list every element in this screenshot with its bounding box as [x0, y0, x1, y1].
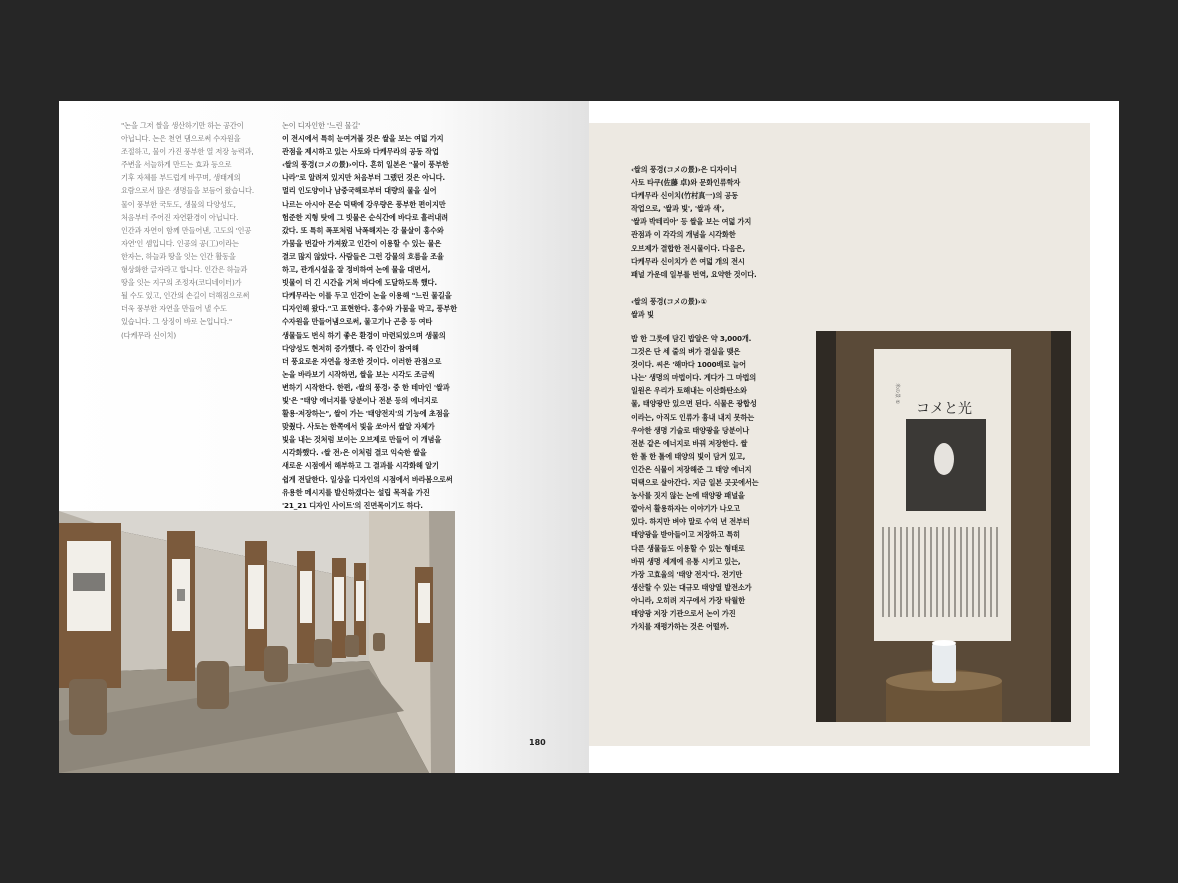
intro-line: 다케무라 신이치가 쓴 여덟 개의 전시 — [631, 256, 745, 266]
quote-block — [121, 119, 263, 342]
body-line: 것이다. 씨은 '해마다 1000배로 늘어 — [631, 360, 746, 370]
intro-line: 사토 타쿠(佐藤 卓)와 문화인류학자 — [631, 178, 741, 188]
quote-line: 있습니다. 그 상징이 바로 논입니다." — [121, 317, 233, 327]
article-line: 유용한 메시지를 발신하겠다는 설립 목적을 가진 — [282, 487, 430, 497]
subheading — [631, 295, 811, 321]
article-line: 생물들도 번식 하기 좋은 환경이 마련되었으며 생물의 — [282, 330, 446, 340]
article-line: 빗물이 더 긴 시간을 거쳐 바다에 도달하도록 했다. — [282, 278, 437, 288]
article-line: 멀리 인도양이나 남중국해로부터 대량의 물을 실어 — [282, 186, 437, 196]
quote-line: 기후 자체를 부드럽게 바꾸며, 생태계의 — [121, 173, 241, 183]
article-line: 빛'은 "태양 에너지를 당분이나 전분 등의 에너지로 — [282, 395, 438, 405]
quote-line: 인간과 자연이 함께 만들어낸, 고도의 '인공 — [121, 225, 252, 235]
body-line: 물, 태양광만 있으면 된다. 식물은 광합성 — [631, 399, 757, 409]
article-line: 활용·저장하는", 쌀이 가는 '태양전지'의 기능에 초점을 — [282, 409, 450, 419]
body-line: 나는' 생명의 마법이다. 게다가 그 마법의 — [631, 373, 757, 383]
article-line: 맞췄다. 사토는 한쪽에서 빛을 쏘아서 쌀알 자체가 — [282, 422, 435, 432]
quote-line: 형상화한 글자라고 합니다. 인간은 하늘과 — [121, 265, 248, 275]
body-line: 가치를 재평가하는 것은 어떨까. — [631, 622, 729, 632]
intro-line: 작업으로, '쌀과 빛', '쌀과 색', — [631, 204, 725, 214]
quote-line: 처음부터 주어진 자연환경이 아닙니다. — [121, 212, 239, 222]
quote-line: 더욱 풍부한 자연을 만들어 낼 수도 — [121, 304, 227, 314]
article-line: 시각화했다. ‹쌀 전›은 이처럼 결코 익숙한 쌀을 — [282, 448, 427, 458]
intro-line: 오브제가 결합한 전시물이다. 다음은, — [631, 243, 746, 253]
intro-line: ‹쌀의 풍경(コメの景)›은 디자이너 — [631, 165, 737, 174]
article-line: 결코 많지 않았다. 사람들은 그런 강물의 흐름을 조율 — [282, 251, 444, 261]
main-article — [282, 119, 462, 512]
article-line: 더 풍요로운 자연을 창조한 것이다. 이러한 관점으로 — [282, 356, 442, 366]
article-line: 새로운 시점에서 해부하고 그 결과를 시각화해 알기 — [282, 461, 439, 471]
magazine-spread — [59, 101, 1119, 773]
article-line: ‹쌀의 풍경(コメの景)›이다. 흔히 일본은 "물이 풍부한 — [282, 160, 449, 170]
page-number: 180 — [529, 738, 546, 747]
article-line: 다양성도 현저히 증가했다. 즉 인간이 참여해 — [282, 343, 419, 353]
body-line: 밥 한 그릇에 담긴 밥알은 약 3,000개. — [631, 334, 752, 343]
article-line: 갔다. 또 특히 폭포처럼 낙폭해지는 강 물살이 홍수와 — [282, 225, 444, 235]
quote-line: 땅을 잇는 지구의 조정자(코디네이터)가 — [121, 278, 242, 288]
rice-and-light-text — [631, 332, 811, 633]
intro-line: 패널 가운데 일부를 번역, 요약한 것이다. — [631, 269, 757, 279]
article-body — [282, 132, 462, 512]
article-line: 다케무라는 이를 두고 인간이 논을 이용해 "느린 물길을 — [282, 291, 452, 301]
subhead-line: ‹쌀의 풍경(コメの景)›① — [631, 297, 707, 306]
quote-line: (다케무라 신이치) — [121, 330, 176, 340]
article-line: 가뭄을 번갈아 가져왔고 인간이 이용할 수 있는 물은 — [282, 238, 442, 248]
quote-line: 자연'인 셈입니다. 인공의 공(工)이라는 — [121, 238, 239, 248]
body-line: 전분 같은 에너지로 바꿔 저장한다. 쌀 — [631, 438, 748, 448]
intro-line: 다케무라 신이치(竹村真一)의 공동 — [631, 191, 739, 201]
left-page — [59, 101, 589, 773]
body-line: 그것은 단 세 줄의 벼가 결실을 맺은 — [631, 347, 741, 357]
article-line: 나르는 아시아 몬순 덕택에 강우량은 풍부한 편이지만 — [282, 199, 446, 209]
intro-line: '쌀과 박테리아' 등 쌀을 보는 여덟 가지 — [631, 217, 752, 227]
body-line: 덕택으로 살아간다. 지금 일본 곳곳에서는 — [631, 478, 759, 488]
subhead-line: 쌀과 빛 — [631, 310, 654, 320]
intro-paragraph — [631, 163, 811, 281]
article-line: 관점을 제시하고 있는 사토와 다케무라의 공동 작업 — [282, 147, 439, 157]
article-line: 쉽게 전달한다. 일상을 디자인의 시점에서 바라봄으로써 — [282, 474, 453, 484]
article-line: 나라"로 알려져 있지만 처음부터 그랬던 것은 아니다. — [282, 173, 445, 183]
body-line: 이라는, 아직도 인류가 흉내 내지 못하는 — [631, 412, 755, 422]
section-heading: 논이 디자인한 '느린 물길' — [282, 121, 360, 130]
quote-line: 조절하고, 물이 가진 풍부한 열 저장 능력과, — [121, 147, 254, 157]
body-line: 가장 고효율의 '태양 전지'다. 전기만 — [631, 569, 743, 579]
quote-line: 한자는, 하늘과 땅을 잇는 인간 활동을 — [121, 251, 236, 261]
article-line: 디자인해 왔다."고 표현한다. 홍수와 가뭄을 막고, 풍부한 — [282, 304, 457, 314]
body-line: 생산할 수 있는 대규모 태양열 발전소가 — [631, 582, 752, 592]
quote-line: 아닙니다. 논은 천연 댐으로써 수자원을 — [121, 134, 241, 144]
article-line: 논을 바라보기 시작하면, 쌀을 보는 시각도 조금씩 — [282, 369, 435, 379]
gallery-photo — [59, 511, 455, 773]
body-line: 다른 생물들도 이용할 수 있는 형태로 — [631, 543, 745, 553]
article-line: '21_21 디자인 사이트'의 진면목이기도 하다. — [282, 500, 423, 510]
article-line: 변하기 시작한다. 한편, ‹쌀의 풍경› 중 한 테마인 '쌀과 — [282, 382, 450, 392]
article-line: 빛을 내는 것처럼 보이는 오브제로 만들어 이 개념을 — [282, 435, 442, 445]
body-line: 있다. 하지만 벼야 말로 수억 년 전부터 — [631, 517, 750, 527]
body-line: 우아한 생명 기술로 태양광을 당분이나 — [631, 425, 750, 435]
body-line: 아니라, 오히려 지구에서 가장 탁월한 — [631, 595, 745, 605]
quote-line: 주변을 서늘하게 만드는 효과 등으로 — [121, 160, 232, 170]
quote-line: 될 수도 있고, 인간의 손길이 더해짐으로써 — [121, 291, 250, 301]
body-line: 인간은 식물이 저장해준 그 태양 에너지 — [631, 464, 752, 474]
panel-side-label: 米の景 ① — [894, 383, 900, 405]
body-line: 바꿔 생명 세계에 유통 시키고 있는, — [631, 556, 741, 566]
article-line: 수자원을 만들어냄으로써, 물고기나 곤충 등 여타 — [282, 317, 433, 327]
article-line: 이 전시에서 특히 눈여겨볼 것은 쌀을 보는 여덟 가지 — [282, 134, 444, 144]
body-line: 한 톨 한 톨에 태양의 빛이 담겨 있고, — [631, 451, 746, 461]
body-line: 태양광을 받아들이고 저장하고 특히 — [631, 530, 740, 540]
article-line: 하고, 관개시설을 잘 정비하여 논에 물을 대면서, — [282, 265, 431, 275]
article-line: 험준한 지형 탓에 그 빗물은 순식간에 바다로 흘러내려 — [282, 212, 448, 222]
quote-line: 요람으로서 많은 생명들을 보듬어 왔습니다. — [121, 186, 254, 196]
intro-line: 관점과 이 각각의 개념을 시각화한 — [631, 230, 736, 240]
panel-title: コメと光 — [916, 401, 972, 417]
exhibit-photo — [816, 331, 1071, 722]
quote-line: "논을 그저 쌀을 생산하기만 하는 공간이 — [121, 121, 244, 130]
body-line: 농사를 짓지 않는 논에 태양광 패널을 — [631, 491, 745, 501]
body-line: 일원은 우리가 토해내는 이산화탄소와 — [631, 386, 747, 396]
body-line: 태양광 저장 기관으로서 논이 가진 — [631, 608, 736, 618]
quote-line: 물이 풍부한 국토도, 생물의 다양성도, — [121, 199, 236, 209]
body-line: 깔아서 활용하자는 이야기가 나오고 — [631, 504, 740, 514]
